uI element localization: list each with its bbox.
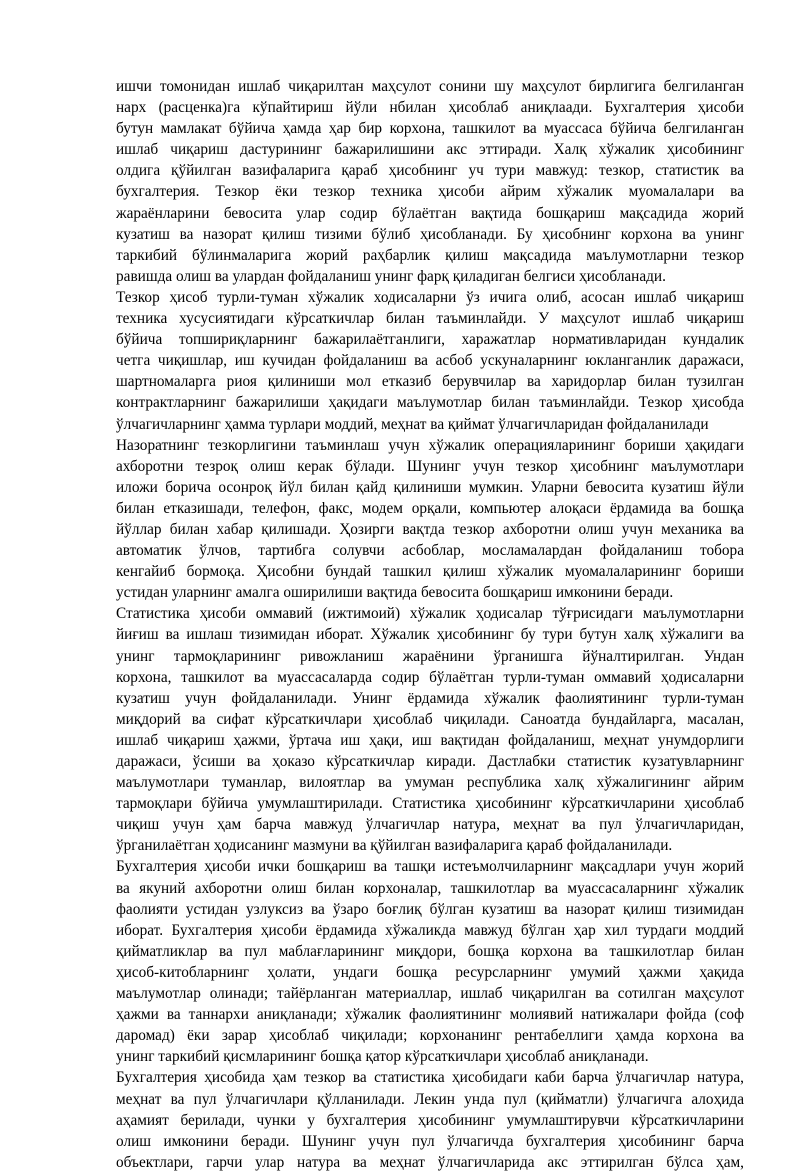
text-line: ва якуний ахборотни олиш билан корхоналар, ташкилотлар ва муассасаларнинг хўжалик — [116, 879, 744, 897]
text-line: ҳажми ва таннархи аниқланади; хўжалик фаолиятининг молиявий натижалари фойда (соф — [116, 1006, 744, 1024]
text-line: Тезкор ҳисоб турли-туман хўжалик ходисаларни ўз ичига олиб, асосан ишлаб чиқариш — [116, 288, 744, 306]
text-line: унинг тармоқларининг ривожланиш жараёнини ўрганишга йўналтирилган. Ундан — [116, 647, 744, 665]
text-line: четга чиқишлар, иш кучидан фойдаланиш ва асбоб ускуналарнинг юкланганлик даражаси, — [116, 352, 744, 370]
text-line: кузатиш ва назорат қилиш тизими бўлиб ҳисобланади. Бу ҳисобнинг корхона ва унинг — [116, 225, 744, 243]
text-line: Статистика ҳисоби оммавий (ижтимоий) хўжалик ҳодисалар тўғрисидаги маълумотларни — [116, 605, 744, 623]
text-line: қийматликлар ва пул маблағларининг миқдори, бошқа корхона ва ташкилотлар билан — [116, 942, 744, 960]
text-line: шартномаларга риоя қилиниши мол етказиб берувчилар ва харидорлар билан тузилган — [116, 373, 744, 391]
text-line: маълумотлари туманлар, вилоятлар ва умуман республика халқ хўжалигининг айрим — [116, 774, 744, 792]
text-line: ҳисоб-китобларнинг ҳолати, ундаги бошқа ресурсларнинг умумий ҳажми ҳақида — [116, 963, 744, 981]
text-line: фаолияти устидан узлуксиз ва ўзаро боғлиқ бўлган кузатиш ва назорат қилиш тизимидан — [116, 900, 744, 918]
text-line: нарх (расценка)га кўпайтириш йўли нбилан ҳисоблаб аниқлаади. Бухгалтерия ҳисоби — [116, 99, 744, 117]
text-line: даражаси, ўсиши ва ҳоказо кўрсаткичлар киради. Дастлабки статистик кузатувларнинг — [116, 753, 744, 770]
text-line: ўлчагичларнинг ҳамма турлари моддий, меҳнат ва қиймат ўлчагичларидан фойдаланилади — [116, 415, 709, 433]
text-line: ахборотни тезроқ олиш керак бўлади. Шунинг учун тезкор ҳисобнинг маълумотлари — [116, 457, 744, 475]
text-line: автоматик ўлчов, тартибга солувчи асбоблар, мосламалардан фойдаланиш тобора — [116, 542, 744, 560]
text-line: йиғиш ва ишлаш тизимидан иборат. Хўжалик ҳисобининг бу тури бутун халқ хўжалиги ва — [116, 626, 744, 644]
text-line: Назоратнинг тезкорлигини таъминлаш учун хўжалик операцияларининг бориши ҳақидаги — [116, 436, 744, 454]
text-line: тармоқлари бўйича умумлаштирилади. Статистика ҳисобининг кўрсаткичларини ҳисоблаб — [116, 795, 744, 813]
text-line: билан етказишади, телефон, факс, модем орқали, компьютер алоқаси ёрдамида ва бошқа — [116, 499, 744, 517]
text-line: ишлаб чиқариш дастурининг бажарилишини акс эттиради. Халқ хўжалик ҳисобининг — [116, 141, 744, 159]
text-line: иборат. Бухгалтерия ҳисоби ёрдамида хўжаликда мавжуд бўлган ҳар хил турдаги моддий — [116, 921, 744, 939]
text-line: бўйича топшириқларнинг бажарилаётганлиги, харажатлар нормативларидан кундалик — [116, 331, 744, 349]
text-line: жараёнларини бевосита улар содир бўлаётган вақтида бошқариш мақсадида жорий — [116, 204, 744, 222]
text-line: Бухгалтерия ҳисоби ички бошқариш ва ташқи истеъмолчиларнинг мақсадлари учун жорий — [116, 858, 744, 876]
document-page — [116, 76, 744, 1173]
text-line: таркибий бўлинмаларига жорий раҳбарлик қилиш мақсадида маълумотларни тезкор — [116, 246, 744, 264]
text-line: олдига қўйилган вазифаларига қараб ҳисобнинг уч тури мавжуд: тезкор, статистик ва — [116, 162, 744, 180]
text-line: бутун мамлакат бўйича ҳамда ҳар бир корхона, ташкилот ва муассаса бўйича белгиланган — [116, 120, 744, 138]
text-line: Бухгалтерия ҳисобида ҳам тезкор ва статистика ҳисобидаги каби барча ўлчагичлар натура, — [116, 1069, 744, 1087]
text-line: йўллар билан хабар қилишади. Ҳозирги вақтда тезкор ахборотни олиш учун механика ва — [116, 520, 744, 538]
text-line: объектлари, гарчи улар натура ва меҳнат ўлчагичларида акс эттирилган бўлса ҳам, — [116, 1153, 744, 1171]
text-line: техника хусусиятидаги кўрсаткичлар билан таъминлайди. У маҳсулот ишлаб чиқариш — [116, 310, 744, 328]
text-line: олиш имконини беради. Шунинг учун пул ўлчагичда бухгалтерия ҳисобининг барча — [116, 1132, 744, 1150]
text-line: маълумотлар олинади; тайёрланган материаллар, ишлаб чиқарилган ва сотилган маҳсулот — [116, 985, 744, 1003]
text-line: равишда олиш ва улардан фойдаланиш унинг фарқ қиладиган белгиси ҳисобланади. — [116, 267, 666, 285]
text-line: меҳнат ва пул ўлчагичлари қўлланилади. Лекин унда пул (қийматли) ўлчагичга алоҳида — [116, 1090, 744, 1108]
text-line: ишлаб чиқариш ҳажми, ўртача иш ҳақи, иш вақтидан фойдаланиш, меҳнат унумдорлиги — [116, 731, 744, 749]
text-line: корхона, ташкилот ва муассасаларда содир бўлаётган турли-туман оммавий ҳодисаларни — [116, 668, 744, 686]
text-line: устидан уларнинг амалга оширилиши вақтида бевосита бошқариш имконини беради. — [116, 584, 674, 602]
text-line: кузатиш учун фойдаланилади. Унинг ёрдамида хўжалик фаолиятининг турли-туман — [116, 689, 744, 707]
text-line: даромад) ёки зарар ҳисоблаб чиқилади; корхонанинг рентабеллиги ҳамда корхона ва — [116, 1027, 744, 1045]
text-line: аҳамият берилади, чунки у бухгалтерия ҳисобининг умумлаштирувчи кўрсаткичларини — [116, 1111, 744, 1129]
text-line: унинг таркибий қисмларининг бошқа қатор кўрсаткичлари ҳисоблаб аниқланади. — [116, 1048, 649, 1066]
text-line: миқдорий ва сифат кўрсаткичлари ҳисоблаб чиқилади. Саноатда бундайларга, масалан, — [116, 710, 744, 728]
text-line: кенгайиб бормоқа. Ҳисобни бундай ташкил қилиш хўжалик муомалаларининг бориши — [116, 563, 744, 581]
text-line: иложи борича осонроқ йўл билан қайд қилиниши мумкин. Уларни бевосита кузатиш йўли — [116, 478, 744, 496]
text-line: ишчи томонидан ишлаб чиқарилтан маҳсулот сонини шу маҳсулот бирлигига белгиланган — [116, 78, 744, 95]
text-line: чиқиш учун ҳам барча мавжуд ўлчагичлар натура, меҳнат ва пул ўлчагичларидан, — [116, 816, 744, 834]
text-line: контрактларнинг бажарилиши ҳақидаги маълумотлар билан таъминлайди. Тезкор ҳисобда — [116, 394, 744, 412]
text-line: ўрганилаётган ҳодисанинг мазмуни ва қўйилган вазифаларига қараб фойдаланилади. — [116, 837, 673, 855]
text-line: бухгалтерия. Тезкор ёки тезкор техника ҳисоби айрим хўжалик муомалалари ва — [116, 183, 744, 201]
